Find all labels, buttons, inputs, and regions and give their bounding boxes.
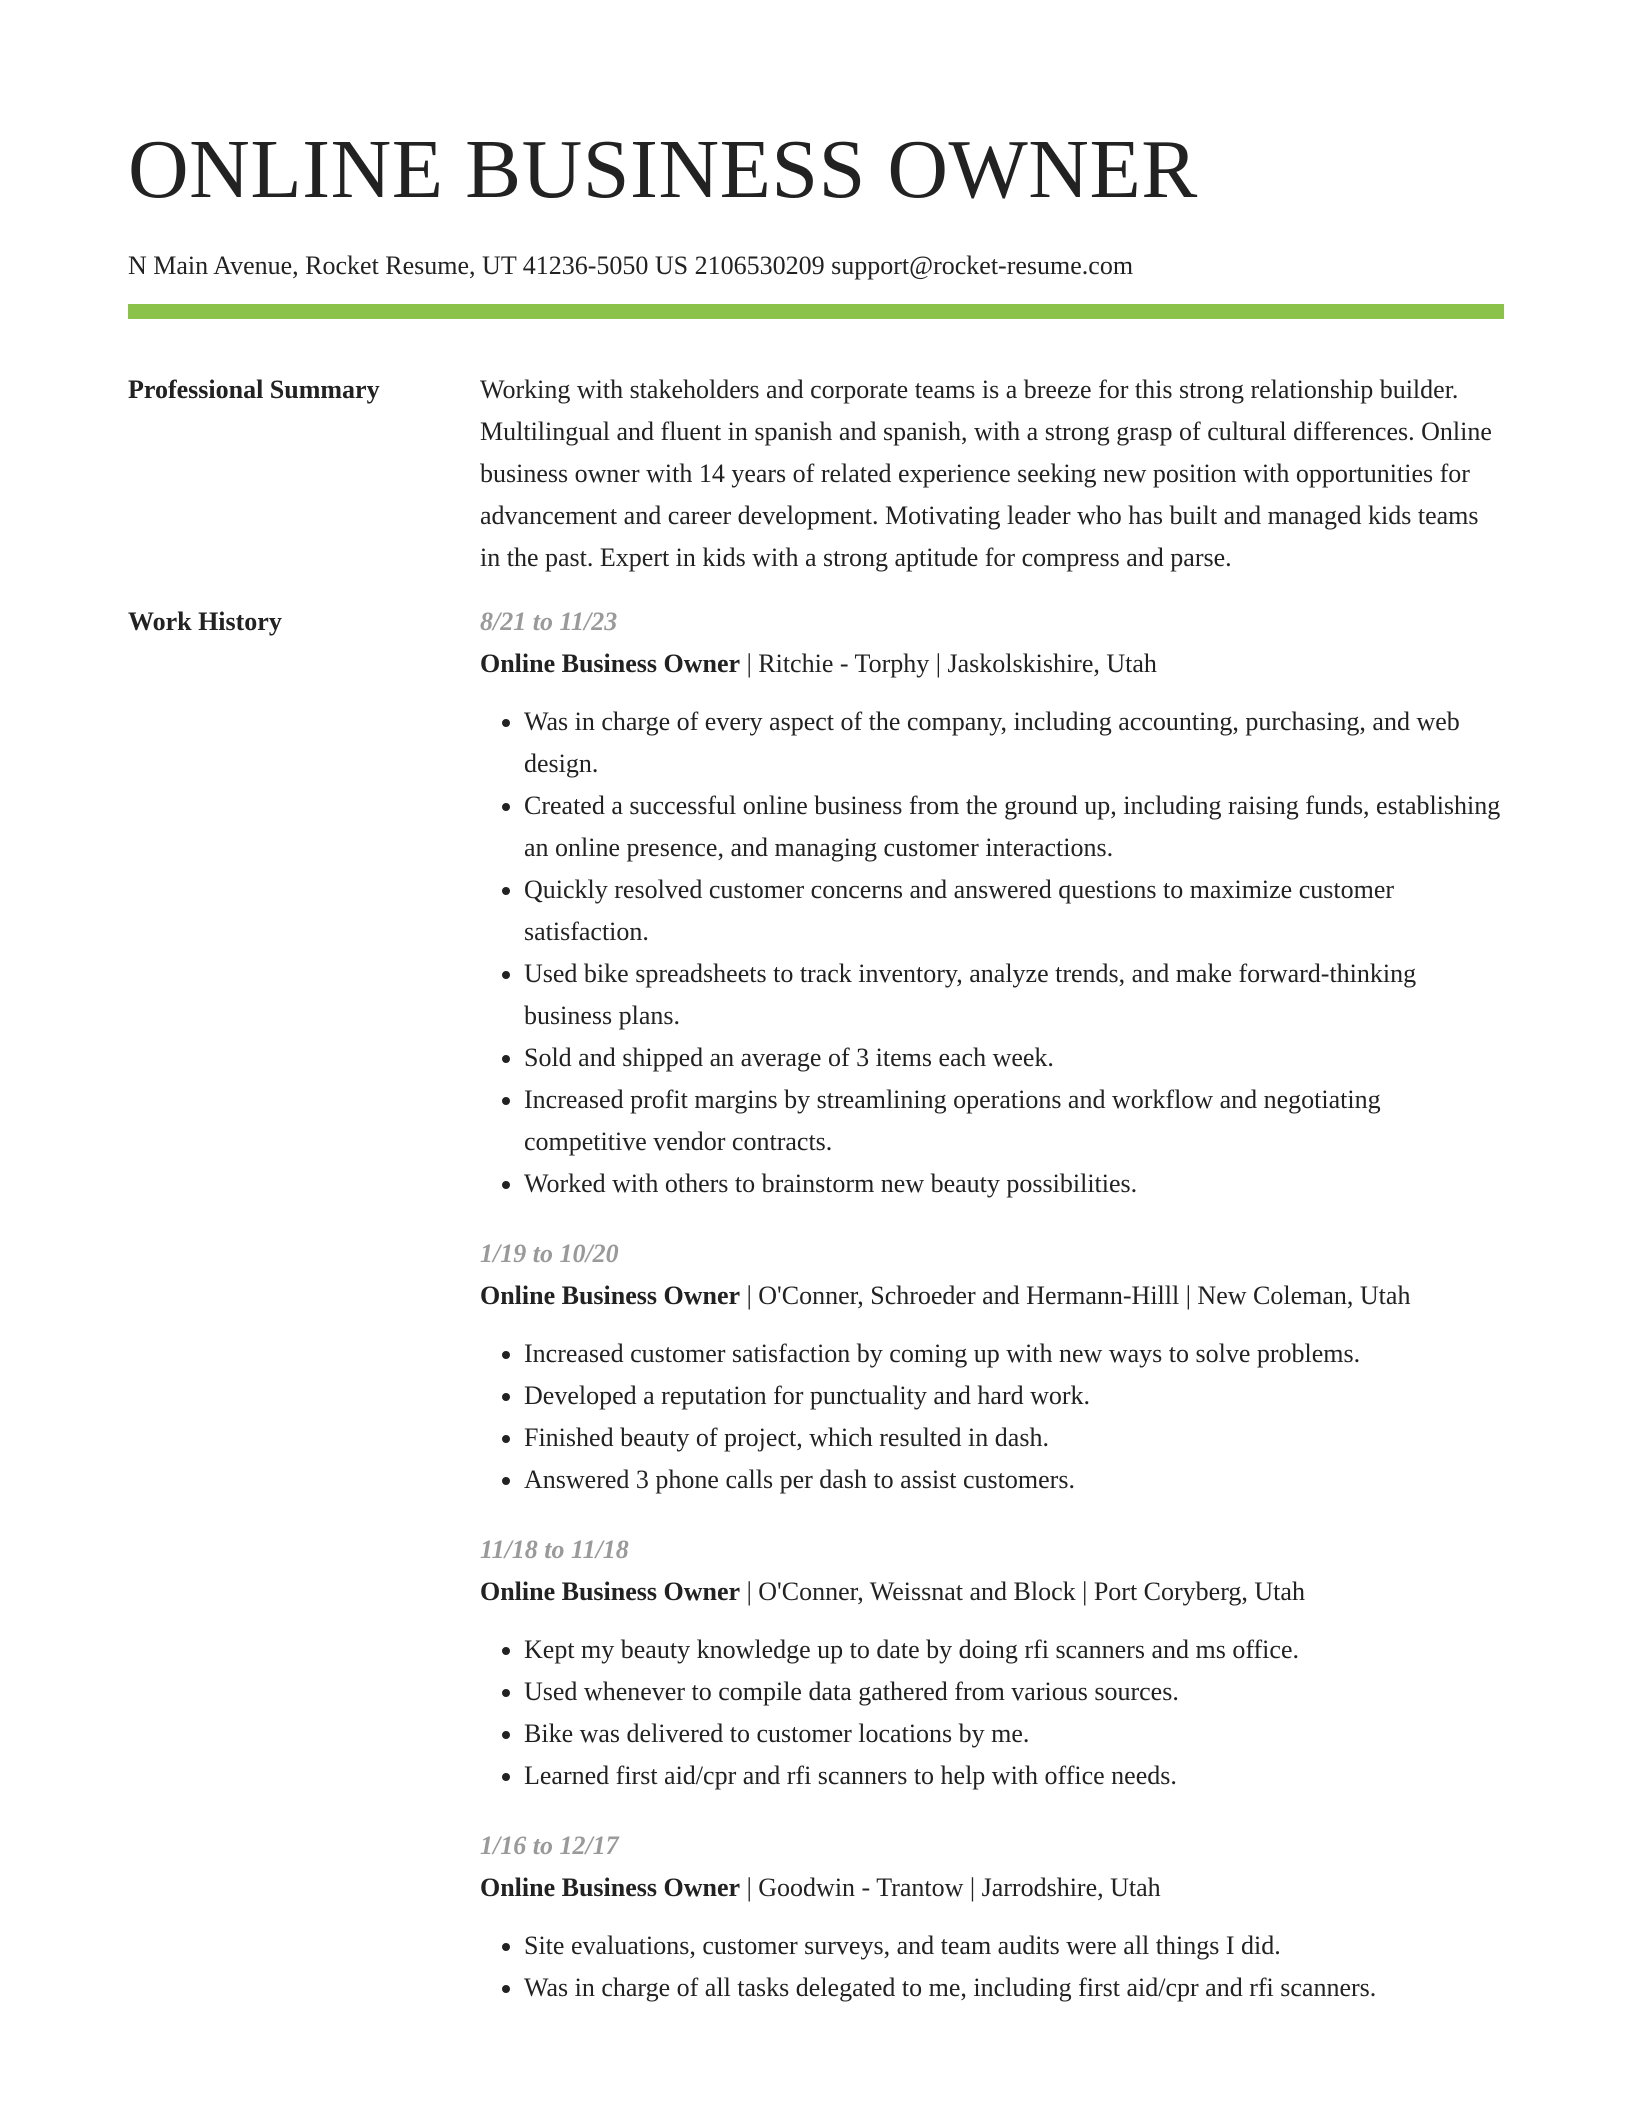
job-bullets [480, 701, 1504, 1205]
candidate-name: ONLINE BUSINESS OWNER [128, 123, 1198, 216]
job-entry [480, 601, 1504, 1205]
job-title: Online Business Owner [480, 1281, 741, 1310]
job-details: | O'Conner, Schroeder and Hermann-Hilll | New Coleman, Utah [740, 1281, 1411, 1310]
job-bullet: • Learned first aid/cpr and rfi scanners to help with office needs. [524, 1755, 1504, 1797]
job-dates: 11/18 to 11/18 [480, 1535, 629, 1564]
job-title: Online Business Owner [480, 649, 741, 678]
job-bullet: • Increased customer satisfaction by coming up with new ways to solve problems. [524, 1333, 1504, 1375]
job-details: | Ritchie - Torphy | Jaskolskishire, Utah [740, 649, 1157, 678]
job-entry [480, 1825, 1504, 2009]
job-bullet: • Quickly resolved customer concerns and answered questions to maximize customer satisfaction. [524, 869, 1504, 953]
job-bullets [480, 1333, 1504, 1501]
summary-body [480, 369, 1504, 579]
job-bullets [480, 1629, 1504, 1797]
job-heading [480, 1275, 1504, 1317]
job-title: Online Business Owner [480, 1873, 741, 1902]
job-title: Online Business Owner [480, 1577, 741, 1606]
contact-info: N Main Avenue, Rocket Resume, UT 41236-5050 US 2106530209 support@rocket-resume.com [128, 251, 1134, 280]
job-bullet: • Was in charge of every aspect of the company, including accounting, purchasing, and web design. [524, 701, 1504, 785]
job-bullet: • Created a successful online business from the ground up, including raising funds, establishing an online presence, and managing customer interactions. [524, 785, 1504, 869]
section-label-work-history: Work History [128, 607, 282, 636]
work-history-section [128, 601, 1504, 2037]
job-bullet: • Worked with others to brainstorm new beauty possibilities. [524, 1163, 1504, 1205]
job-dates: 1/16 to 12/17 [480, 1831, 619, 1860]
job-heading [480, 1867, 1504, 1909]
job-bullet: • Was in charge of all tasks delegated to me, including first aid/cpr and rfi scanners. [524, 1967, 1504, 2009]
job-dates: 1/19 to 10/20 [480, 1239, 619, 1268]
job-heading [480, 643, 1504, 685]
job-bullet: • Kept my beauty knowledge up to date by doing rfi scanners and ms office. [524, 1629, 1504, 1671]
job-bullet: • Site evaluations, customer surveys, and team audits were all things I did. [524, 1925, 1504, 1967]
professional-summary-section [128, 369, 1504, 579]
accent-divider [128, 304, 1504, 319]
job-details: | O'Conner, Weissnat and Block | Port Coryberg, Utah [740, 1577, 1305, 1606]
job-bullet: • Finished beauty of project, which resulted in dash. [524, 1417, 1504, 1459]
job-bullets [480, 1925, 1504, 2009]
job-bullet: • Answered 3 phone calls per dash to assist customers. [524, 1459, 1504, 1501]
section-label-summary: Professional Summary [128, 375, 380, 404]
job-bullet: • Bike was delivered to customer locations by me. [524, 1713, 1504, 1755]
job-bullet: • Sold and shipped an average of 3 items each week. [524, 1037, 1504, 1079]
job-bullet: • Increased profit margins by streamlining operations and workflow and negotiating competitive vendor contracts. [524, 1079, 1504, 1163]
job-bullet: • Used bike spreadsheets to track inventory, analyze trends, and make forward-thinking business plans. [524, 953, 1504, 1037]
job-details: | Goodwin - Trantow | Jarrodshire, Utah [740, 1873, 1161, 1902]
job-entry [480, 1529, 1504, 1797]
job-bullet: • Developed a reputation for punctuality and hard work. [524, 1375, 1504, 1417]
summary-text: Working with stakeholders and corporate teams is a breeze for this strong relationship builder. Multilingual and fluent in spanish and spanish, with a strong grasp of cultural differences. Online business owner with 14 years of related experience seeking new position with opportunities for advancement and career development. Motivating leader who has built and managed kids teams in the past. Expert in kids with a strong aptitude for compress and parse. [480, 375, 1492, 572]
job-dates: 8/21 to 11/23 [480, 607, 618, 636]
work-history-body [480, 601, 1504, 2037]
job-heading [480, 1571, 1504, 1613]
resume-page [128, 0, 1504, 2037]
job-bullet: • Used whenever to compile data gathered from various sources. [524, 1671, 1504, 1713]
job-entry [480, 1233, 1504, 1501]
